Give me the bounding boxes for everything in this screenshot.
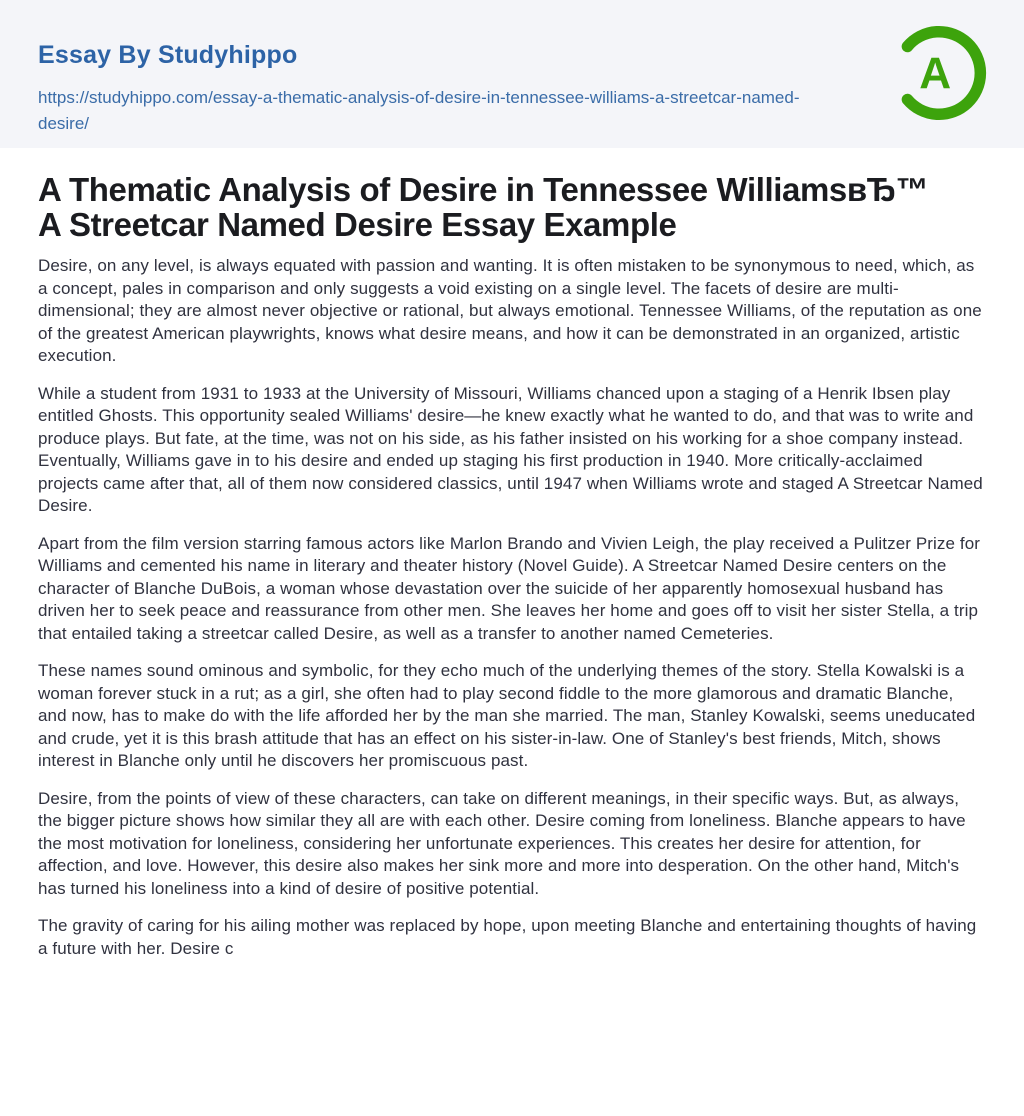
studyhippo-logo[interactable] xyxy=(891,25,987,121)
essay-paragraph-truncated: The gravity of caring for his ailing mother was replaced by hope, upon meeting Blanche and entertaining thoughts of having a future with her. Desire c xyxy=(38,916,977,958)
essay-paragraph: While a student from 1931 to 1933 at the University of Missouri, Williams chanced upon a staging of a Henrik Ibsen play entitled Ghosts. This opportunity sealed Williams' desire—he knew exactly what he wanted to do, and that was to write and produce plays. But fate, at the time, was not on his side, as his father insisted on his working for a shoe company instead. Eventually, Williams gave in to his desire and ended up staging his first production in 1940. More critically-acclaimed projects came after that, all of them now considered classics, until 1947 when Williams wrote and staged A Streetcar Named Desire. xyxy=(38,383,983,515)
essay-paragraph: Apart from the film version starring famous actors like Marlon Brando and Vivien Leigh, the play received a Pulitzer Prize for Williams and cemented his name in literary and theater history (Novel Guide). A Streetcar Named Desire centers on the character of Blanche DuBois, a woman whose devastation over the suicide of her apparently homosexual husband has driven her to seek peace and reassurance from other men. She leaves her home and goes off to visit her sister Stella, a trip that entailed taking a streetcar called Desire, as well as a transfer to another named Cemeteries. xyxy=(38,533,981,643)
logo-letter: A xyxy=(919,49,952,99)
site-title: Essay By Studyhippo xyxy=(38,41,298,69)
page-title: A Thematic Analysis of Desire in Tennessee WilliamsвЂ™ A Streetcar Named Desire Essay Example xyxy=(38,171,929,243)
essay-article xyxy=(0,148,1024,960)
essay-paragraph: Desire, from the points of view of these characters, can take on different meanings, in their specific ways. But, as always, the bigger picture shows how similar they all are with each other. Desire coming from loneliness. Blanche appears to have the most motivation for loneliness, considering her unfortunate experiences. This creates her desire for attention, for affection, and love. However, this desire also makes her sink more and more into desperation. On the other hand, Mitch's has turned his loneliness into a kind of desire of positive potential. xyxy=(38,788,966,898)
site-header xyxy=(0,0,1024,148)
logo-arc-icon xyxy=(891,25,987,121)
essay-paragraph: These names sound ominous and symbolic, for they echo much of the underlying themes of the story. Stella Kowalski is a woman forever stuck in a rut; as a girl, she often had to play second fiddle to the more glamorous and dramatic Blanche, and now, has to make do with the life afforded her by the man she married. The man, Stanley Kowalski, seems uneducated and crude, yet it is this brash attitude that has an effect on his sister-in-law. One of Stanley's best friends, Mitch, shows interest in Blanche only until he discovers her promiscuous past. xyxy=(38,661,976,770)
page-url-link[interactable]: https://studyhippo.com/essay-a-thematic-analysis-of-desire-in-tennessee-williams-a-streetcar-named-desire/ xyxy=(38,87,800,133)
essay-paragraph: Desire, on any level, is always equated with passion and wanting. It is often mistaken to be synonymous to need, which, as a concept, pales in comparison and only suggests a void existing on a single level. The facets of desire are multi-dimensional; they are almost never objective or rational, but always emotional. Tennessee Williams, of the reputation as one of the greatest American playwrights, knows what desire means, and how it can be demonstrated in an organized, artistic execution. xyxy=(38,256,982,365)
